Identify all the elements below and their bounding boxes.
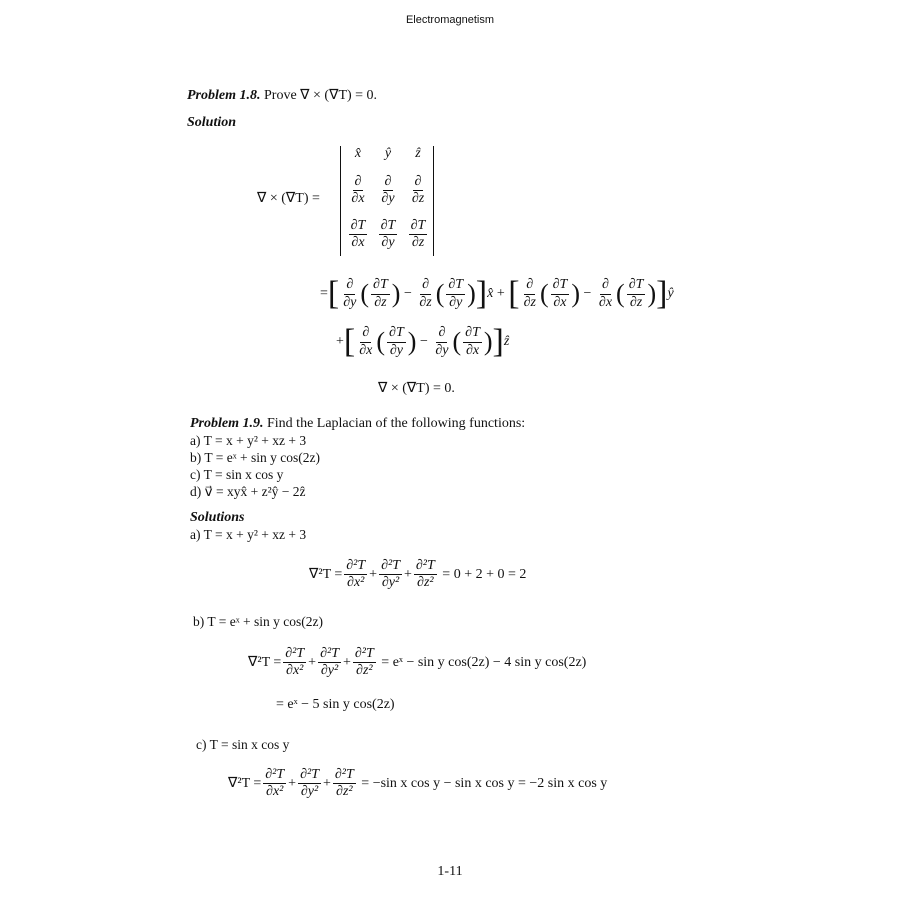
solution-c-heading: c) T = sin x cos y: [196, 737, 290, 752]
det-cell: ∂T: [349, 218, 368, 235]
problem-text: Find the Laplacian of the following functions:: [267, 416, 526, 431]
solution-b-result-simplified: = eˣ − 5 sin y cos(2z): [276, 697, 395, 712]
solution-label: Solution: [187, 115, 237, 130]
solution-a-equation: ∇²T = $\frac{\text{∂²T}}{\text{∂x²}}$ + $\frac{\text{∂²T}}{\text{∂y²}}$ + $\frac{\text{∂²T}}{\text{∂z²}}$ = 0 + 2 + 0 = 2: [309, 558, 527, 591]
unit-x: x̂: [487, 286, 494, 301]
problem-label: Problem 1.8.: [187, 88, 261, 103]
curl-expansion-line2: + [ $\frac{\partial}{\partial x}$ ( $\frac{\partial T}{\partial y}$ ) − $\frac{\partial}{\partial y}$ ( $\frac{\partial T}{\partial x}$ ) ] ẑ: [336, 323, 510, 360]
det-cell: ŷ: [384, 146, 392, 161]
det-cell: ∂: [413, 174, 424, 191]
curl-result: ∇ × (∇T) = 0.: [378, 381, 455, 396]
function-item: d) v⃗ = xyx̂ + z²ŷ − 2ẑ: [190, 484, 306, 499]
det-cell: ∂T: [409, 218, 428, 235]
solution-c-result: = −sin x cos y − sin x cos y = −2 sin x cos y: [361, 775, 608, 791]
solutions-label: Solutions: [190, 510, 245, 525]
det-cell: ẑ: [415, 146, 421, 161]
laplacian-lhs: ∇²T =: [248, 655, 282, 671]
curl-lhs: ∇ × (∇T) =: [257, 191, 320, 206]
page-number: 1-11: [437, 864, 463, 879]
function-item: a) T = x + y² + xz + 3: [190, 433, 307, 448]
solution-a-heading: a) T = x + y² + xz + 3: [190, 527, 307, 542]
function-item: b) T = eˣ + sin y cos(2z): [190, 450, 320, 465]
det-cell: ∂y: [381, 191, 395, 207]
solution-a-result: = 0 + 2 + 0 = 2: [442, 566, 527, 582]
laplacian-lhs: ∇²T =: [228, 776, 262, 792]
solution-b-result: = eˣ − sin y cos(2z) − 4 sin y cos(2z): [381, 654, 587, 670]
det-cell: ∂x: [351, 191, 365, 207]
unit-z: ẑ: [503, 334, 510, 349]
problem-text: Prove ∇ × (∇T) = 0.: [264, 88, 378, 103]
problem-label: Problem 1.9.: [190, 416, 264, 431]
running-header: Electromagnetism: [405, 14, 495, 26]
det-cell: ∂x: [351, 235, 365, 251]
det-cell: x̂: [354, 146, 362, 161]
solution-b-heading: b) T = eˣ + sin y cos(2z): [193, 614, 323, 629]
function-item: c) T = sin x cos y: [190, 467, 284, 482]
solution-b-equation: ∇²T = $\frac{\text{∂²T}}{\text{∂x²}}$ + $\frac{\text{∂²T}}{\text{∂y²}}$ + $\frac{\text{∂²T}}{\text{∂z²}}$ = eˣ − sin y cos(2z) − 4 sin y cos(2z): [248, 646, 587, 679]
det-cell: ∂: [383, 174, 394, 191]
det-cell: ∂z: [411, 235, 425, 251]
unit-y: ŷ: [667, 286, 674, 301]
problem-1-8-statement: [187, 87, 377, 104]
solution-c-equation: ∇²T = $\frac{\text{∂²T}}{\text{∂x²}}$ + $\frac{\text{∂²T}}{\text{∂y²}}$ + $\frac{\text{∂²T}}{\text{∂z²}}$ = −sin x cos y − sin x cos y = −2 sin x cos y: [228, 767, 608, 800]
det-cell: ∂: [353, 174, 364, 191]
problem-1-9-statement: [190, 416, 525, 432]
det-cell: ∂y: [381, 235, 395, 251]
det-cell: ∂T: [379, 218, 398, 235]
determinant: [340, 146, 434, 256]
det-cell: ∂z: [411, 191, 425, 207]
curl-expansion-line1: = [ $\frac{\partial}{\partial y}$ ( $\frac{\partial T}{\partial z}$ ) − $\frac{\partial}{\partial z}$ ( $\frac{\partial T}{\partial y}$ ) ] x̂ + [ $\frac{\partial}{\partial z}$ ( $\frac{\partial T}{\partial x}$ ) − $\frac{\partial}{\partial x}$ ( $\frac{\partial T}{\partial z}$ ) ] ŷ: [320, 275, 674, 312]
laplacian-lhs: ∇²T =: [309, 567, 343, 583]
